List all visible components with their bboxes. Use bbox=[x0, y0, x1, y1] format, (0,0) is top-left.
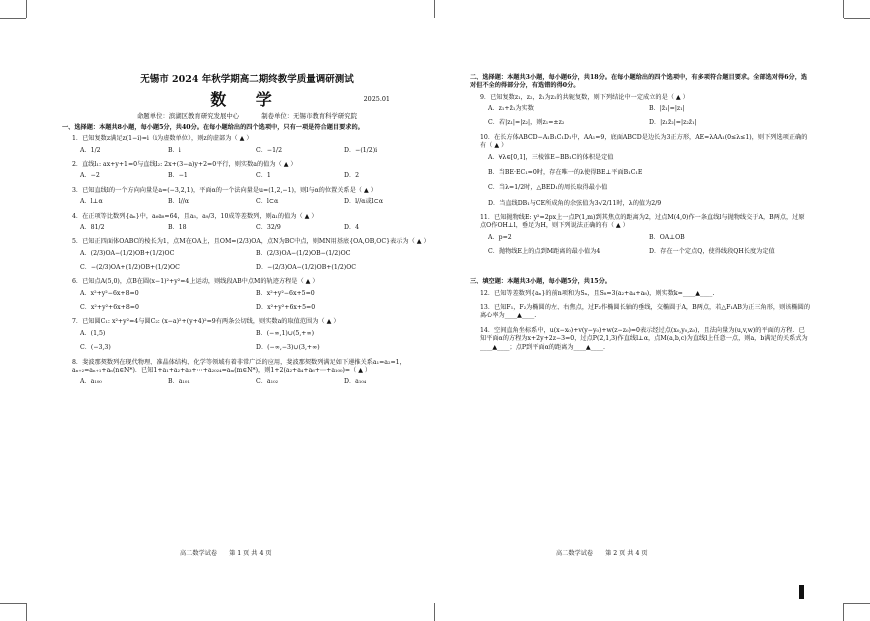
spacer bbox=[470, 262, 810, 276]
question-stem: 11．已知抛物线E: y²=2px上一点P(1,m)到其焦点的距离为2，过点M(4,0)作一条直线l与抛物线交于A，B两点，过原点O作OH⊥l，垂足为H，则下列说法正确的有（ ▲ ） bbox=[480, 213, 805, 230]
author-makers: 命题单位：滨湖区教育研究发展中心 bbox=[136, 112, 240, 121]
option-item: B．a₁₀₁ bbox=[168, 378, 190, 386]
question-stem: 9．已知复数z₁，z₂，z̄₁为z₁的共轭复数，则下列结论中一定成立的是（ ▲ ） bbox=[480, 93, 689, 101]
question-stem: 6．已知点A(5,0)，点B在圆(x−1)²+y²=4上运动，则线段AB中点M的轨迹方程是（ ▲ ） bbox=[72, 278, 319, 286]
option-item: C．l⊂α bbox=[256, 198, 279, 206]
crop-mark bbox=[434, 0, 435, 18]
option-item: B．i bbox=[168, 146, 181, 154]
section-heading: 二、选择题：本题共3小题，每小题6分，共18分。在每小题给出的四个选项中，有多项符合题目要求。全部选对得6分，选对但不全的得部分分，有选错的得0分。 bbox=[470, 74, 808, 90]
option-group bbox=[80, 330, 432, 353]
option-item: C．a₁₀₂ bbox=[256, 378, 279, 386]
option-item: B．l//α bbox=[168, 198, 190, 206]
crop-mark bbox=[844, 603, 870, 604]
option-group bbox=[80, 290, 432, 313]
exam-date: 2025.01 bbox=[363, 94, 390, 103]
question-stem: 7．已知圆C₁: x²+y²=4与圆C₂: (x−a)²+(y+4)²=9有两条公切线，则实数a的取值范围为（ ▲ ） bbox=[72, 318, 340, 326]
option-item: D．(−∞,−3)∪(3,+∞) bbox=[256, 344, 320, 352]
option-group bbox=[80, 224, 432, 232]
footer-left bbox=[180, 548, 282, 557]
option-item: C．32/9 bbox=[256, 223, 281, 231]
option-item: A．−2 bbox=[80, 172, 100, 180]
option-item: D．x²+y²+6x+5=0 bbox=[256, 304, 316, 312]
question-list bbox=[470, 94, 810, 257]
option-item: C．1 bbox=[256, 172, 271, 180]
subject-text: 数 学 bbox=[210, 89, 284, 109]
option-item: B．(2/3)OA−(1/2)OB−(1/2)OC bbox=[256, 249, 351, 257]
option-item: D．4 bbox=[344, 223, 360, 231]
option-item: A．z₁+z̄₁为实数 bbox=[488, 105, 534, 113]
footer-page: 第 1 页 共 4 页 bbox=[229, 550, 272, 557]
option-group bbox=[488, 154, 810, 208]
fill-question: 13．已知F₁，F₂为椭圆的左、右焦点，过F₂作椭圆长轴的垂线，交椭圆于A，B两点，若△F₁AB为正三角形，则该椭圆的离心率为____▲____. bbox=[480, 304, 811, 320]
option-item: B．(−∞,1)∪(5,+∞) bbox=[256, 329, 315, 337]
crop-mark bbox=[843, 0, 844, 18]
exam-title: 无锡市 2024 年秋学期高二期终教学质量调研测试 bbox=[140, 74, 354, 85]
option-item: B．|z̄₁|=|z₁| bbox=[649, 105, 685, 113]
author-checkers: 制卷单位：无锡市教育科学研究院 bbox=[261, 112, 358, 121]
option-item: A．p=2 bbox=[488, 233, 512, 241]
option-group bbox=[80, 147, 432, 155]
fill-question: 14．空间直角坐标系中，u(x−x₀)+v(y−y₀)+w(z−z₀)=0表示经过点(x₀,y₀,z₀)，且法向量为(u,v,w)的平面的方程．已知平面α的方程为x+2y+2z−3=0，过点P(2,1,3)作直线l⊥α，点M(a,b,c)为直线l上任意一点，则a，b满足的关系式为____▲____；点P到平面α的距离为____▲____. bbox=[480, 326, 808, 351]
option-item: A．(1,5) bbox=[80, 329, 106, 337]
crop-mark bbox=[843, 603, 844, 621]
option-item: B．−1 bbox=[168, 172, 188, 180]
option-item: D．l//α或l⊂α bbox=[344, 198, 384, 206]
footer-right bbox=[556, 548, 658, 557]
question-stem: 1．已知复数z满足z(1−i)=i（i为虚数单位），则z的虚部为（ ▲ ） bbox=[72, 135, 253, 143]
option-group bbox=[80, 198, 432, 206]
option-item: D．|z₁z̄₂|=|z₂z̄₁| bbox=[649, 119, 697, 127]
page-left bbox=[62, 72, 432, 393]
option-item: D．−(1/2)i bbox=[344, 146, 378, 154]
option-item: A．(2/3)OA−(1/2)OB+(1/2)OC bbox=[80, 249, 175, 257]
option-item: C．若|z₁|=|z₂|，则z₁=±z₂ bbox=[488, 119, 565, 127]
footer-page: 第 2 页 共 4 页 bbox=[605, 550, 648, 557]
option-item: B．x²+y²−6x+5=0 bbox=[256, 289, 315, 297]
option-item: B．当BE·EC₁=0时，存在唯一的λ使得BE⊥平面B₁C₁E bbox=[488, 168, 643, 176]
option-item: A．x²+y²−6x+8=0 bbox=[80, 289, 139, 297]
fill-question: 12．已知等差数列{aₙ}的前n项和为Sₙ，且S₈=3(a₂+a₄+a₈)，则实数k=____▲____. bbox=[480, 289, 715, 297]
option-group bbox=[80, 250, 432, 273]
question-stem: 5．已知正四面体OABC的棱长为1，点M在OA上，且OM=(2/3)OA，点N为BC中点，则MN用基底{OA,OB,OC}表示为（ ▲ ） bbox=[72, 238, 430, 246]
question-stem: 8．斐波那契数列在现代物理、准晶体结构、化学等领域有着非常广泛的应用，斐波那契数列满足如下递推关系a₁=a₂=1，aₙ₊₂=aₙ₊₁+aₙ(n∈N*)．已知1+a₁+a₂+a₃+⋯+a₂₀₂₄=aₘ(m∈N*)，则1+2(a₂+a₄+a₆+⋯+a₁₀₀)=（ ▲ ） bbox=[72, 358, 406, 374]
question-stem: 3．已知直线l的一个方向向量是a=(−3,2,1)，平面α的一个法向量是u=(1,2,−1)，则l与α的位置关系是（ ▲ ） bbox=[72, 186, 377, 194]
option-group bbox=[488, 105, 810, 128]
subject-title bbox=[62, 89, 432, 111]
option-item: A．∀λ∈[0,1]，三棱锥E−BB₁C的体积是定值 bbox=[488, 153, 614, 161]
option-group bbox=[80, 172, 432, 180]
option-item: D．存在一个定点Q，使得线段QH长度为定值 bbox=[649, 248, 775, 256]
crop-mark bbox=[434, 603, 435, 621]
crop-mark bbox=[26, 0, 27, 18]
option-item: A．a₁₀₀ bbox=[80, 378, 102, 386]
footer-name: 高二数学试卷 bbox=[556, 550, 594, 557]
section-heading: 一、选择题：本题共8小题，每小题5分，共40分。在每小题给出的四个选项中，只有一项是符合题目要求的。 bbox=[62, 124, 364, 132]
page-right bbox=[470, 72, 810, 358]
option-item: B．18 bbox=[168, 223, 187, 231]
option-item: A．81/2 bbox=[80, 223, 105, 231]
question-stem: 10．在长方体ABCD−A₁B₁C₁D₁中，AA₁=9，底面ABCD是边长为3正方形，AE=λAA₁(0≤λ≤1)，则下列选项正确的有（ ▲ ） bbox=[480, 133, 808, 150]
crop-mark bbox=[26, 603, 27, 621]
option-item: C．−1/2 bbox=[256, 146, 283, 154]
question-list bbox=[62, 135, 432, 386]
option-item: B．OA⊥OB bbox=[649, 233, 685, 241]
footer-name: 高二数学试卷 bbox=[180, 550, 218, 557]
option-item: D．−(2/3)OA−(1/2)OB+(1/2)OC bbox=[256, 264, 357, 271]
fill-list bbox=[470, 290, 810, 352]
option-group bbox=[80, 378, 432, 386]
option-item: C．当λ=1/2时，△BED₁的周长取得最小值 bbox=[488, 184, 608, 192]
option-item: D．2 bbox=[344, 172, 360, 180]
option-item: D．a₁₀₄ bbox=[344, 378, 367, 386]
crop-mark bbox=[0, 603, 26, 604]
crop-mark bbox=[844, 18, 870, 19]
option-item: C．抛物线E上的点到M距离的最小值为4 bbox=[488, 248, 601, 256]
authors bbox=[62, 112, 432, 121]
option-item: C．−(2/3)OA+(1/2)OB+(1/2)OC bbox=[80, 264, 180, 271]
question-stem: 2．直线l₁: ax+y+1=0与直线l₂: 2x+(3−a)y+2=0平行，则实数a的值为（ ▲ ） bbox=[72, 161, 297, 169]
crop-mark bbox=[0, 18, 26, 19]
option-item: D．当直线DB₁与CE所成角的余弦值为3√2/11时，λ的值为2/9 bbox=[488, 199, 662, 207]
option-item: C．(−3,3) bbox=[80, 344, 111, 352]
option-group bbox=[488, 234, 810, 257]
question-stem: 4．在正项等比数列{aₙ}中，a₆a₈=64，且a₅，a₉/3，10成等差数列，则a₁的值为（ ▲ ） bbox=[72, 212, 318, 220]
option-item: C．x²+y²+6x+8=0 bbox=[80, 304, 139, 312]
option-item: A．l⊥α bbox=[80, 198, 103, 206]
registration-mark bbox=[799, 585, 804, 599]
option-item: A．1/2 bbox=[80, 146, 101, 154]
section-heading: 三、填空题：本题共3小题，每小题5分，共15分。 bbox=[470, 278, 611, 286]
